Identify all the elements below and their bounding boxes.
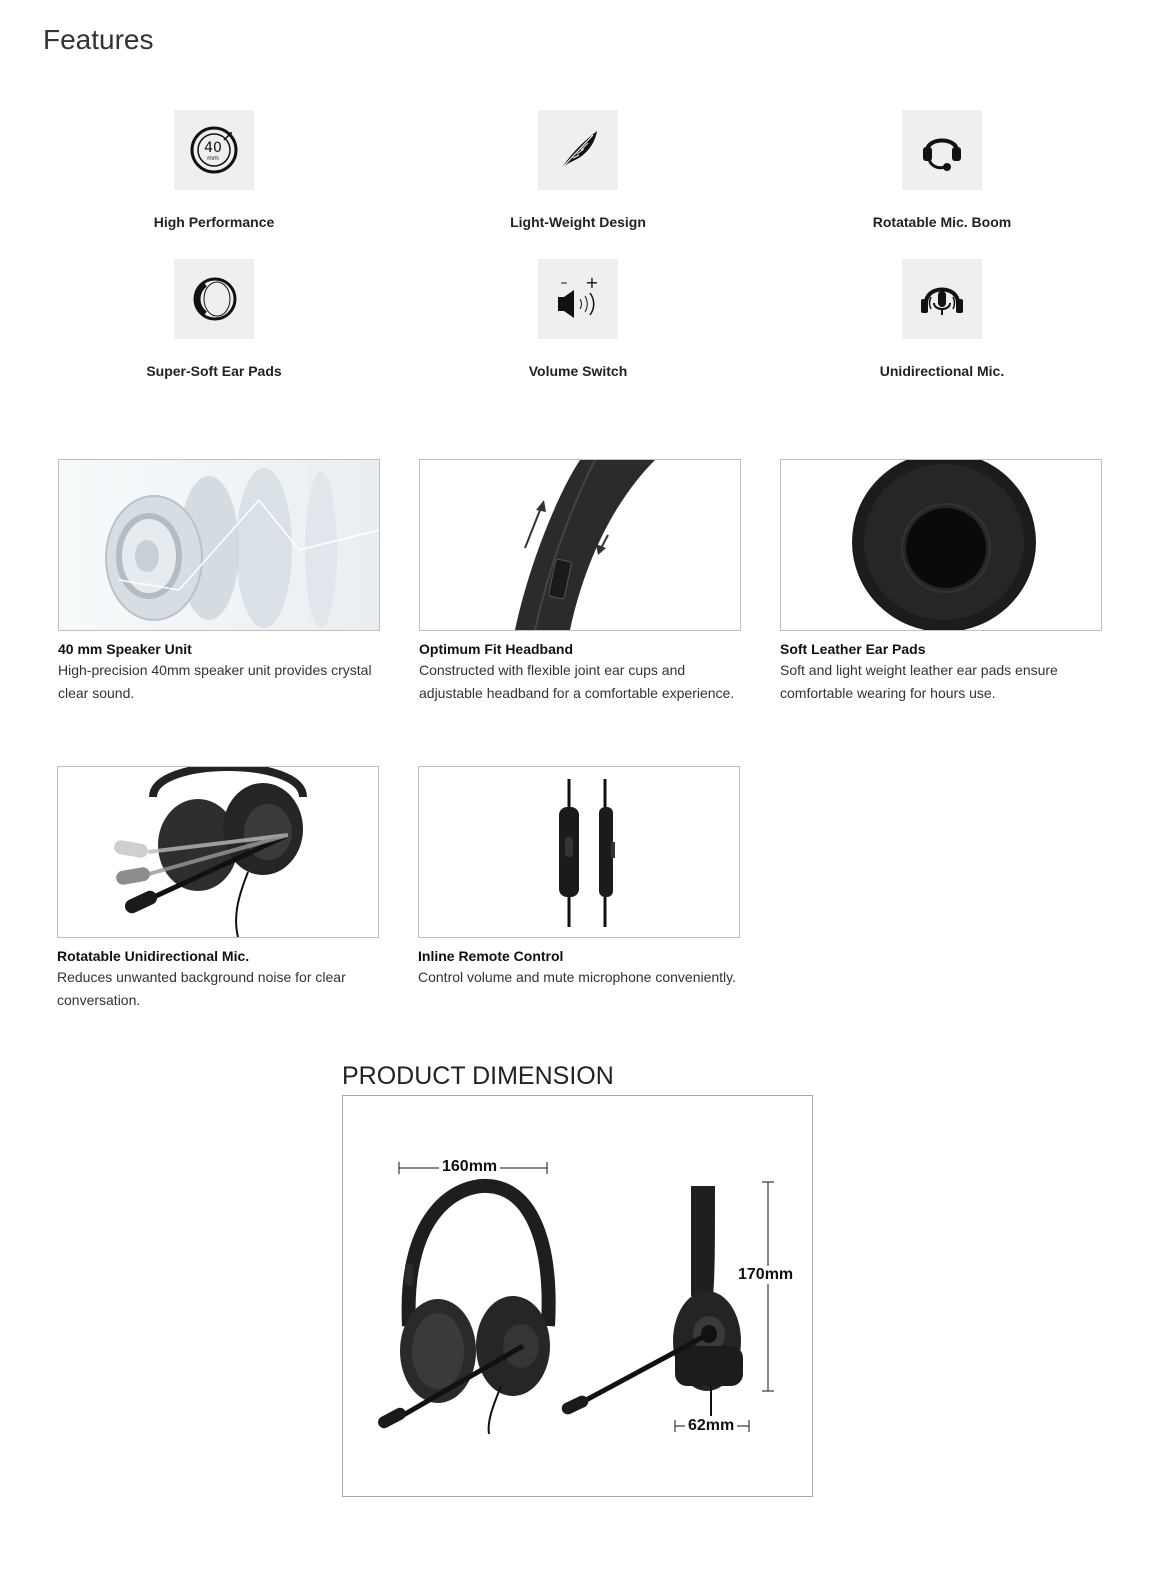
feature-volume-switch [468, 259, 688, 379]
card-title: Inline Remote Control [418, 948, 564, 964]
dimension-height-label: 170mm [735, 1266, 796, 1284]
card-speaker-unit [58, 459, 380, 705]
headband-image [419, 459, 741, 631]
card-description: Constructed with flexible joint ear cups and adjustable headband for a comfortable experience. [419, 662, 735, 701]
feature-high-performance [104, 110, 324, 230]
volume-icon [538, 259, 618, 339]
card-description: Reduces unwanted background noise for clear conversation. [57, 969, 346, 1008]
feature-label: Volume Switch [528, 363, 628, 379]
card-inline-remote [418, 766, 740, 989]
headset-mic-icon [902, 110, 982, 190]
card-description: High-precision 40mm speaker unit provides crystal clear sound. [58, 662, 372, 701]
feature-rotatable-mic [832, 110, 1052, 230]
card-description: Control volume and mute microphone conveniently. [418, 969, 737, 985]
feature-label: Light-Weight Design [510, 214, 646, 230]
feather-icon [538, 110, 618, 190]
card-title: 40 mm Speaker Unit [58, 641, 192, 657]
speaker-40-text: 40 [204, 140, 222, 156]
feature-ear-pads [104, 259, 324, 379]
card-title: Rotatable Unidirectional Mic. [57, 948, 250, 964]
ear-pad-icon [174, 259, 254, 339]
rotatable-mic-image [57, 766, 379, 938]
card-headband [419, 459, 741, 705]
dimension-depth-label: 62mm [685, 1417, 737, 1435]
feature-label: Super-Soft Ear Pads [146, 363, 282, 379]
feature-label: High Performance [153, 214, 275, 230]
feature-light-weight [468, 110, 688, 230]
volume-plus: + [585, 273, 599, 292]
dimension-width-label: 160mm [439, 1158, 500, 1176]
feature-unidirectional-mic [832, 259, 1052, 379]
speaker-mm-text: mm [207, 155, 219, 162]
page-title: Features [43, 24, 154, 55]
feature-label: Unidirectional Mic. [879, 363, 1005, 379]
feature-label: Rotatable Mic. Boom [872, 214, 1012, 230]
card-title: Optimum Fit Headband [419, 641, 573, 657]
unidirectional-mic-icon [902, 259, 982, 339]
card-title: Soft Leather Ear Pads [780, 641, 926, 657]
volume-minus: – [560, 275, 568, 291]
dimension-title: PRODUCT DIMENSION [342, 1062, 614, 1090]
inline-remote-image [418, 766, 740, 938]
speaker-unit-image [58, 459, 380, 631]
speaker-40mm-icon [174, 110, 254, 190]
dimension-image [342, 1095, 813, 1497]
card-ear-pads [780, 459, 1102, 705]
card-description: Soft and light weight leather ear pads ensure comfortable wearing for hours use. [780, 662, 1058, 701]
card-rotatable-mic [57, 766, 379, 1012]
ear-pads-image [780, 459, 1102, 631]
